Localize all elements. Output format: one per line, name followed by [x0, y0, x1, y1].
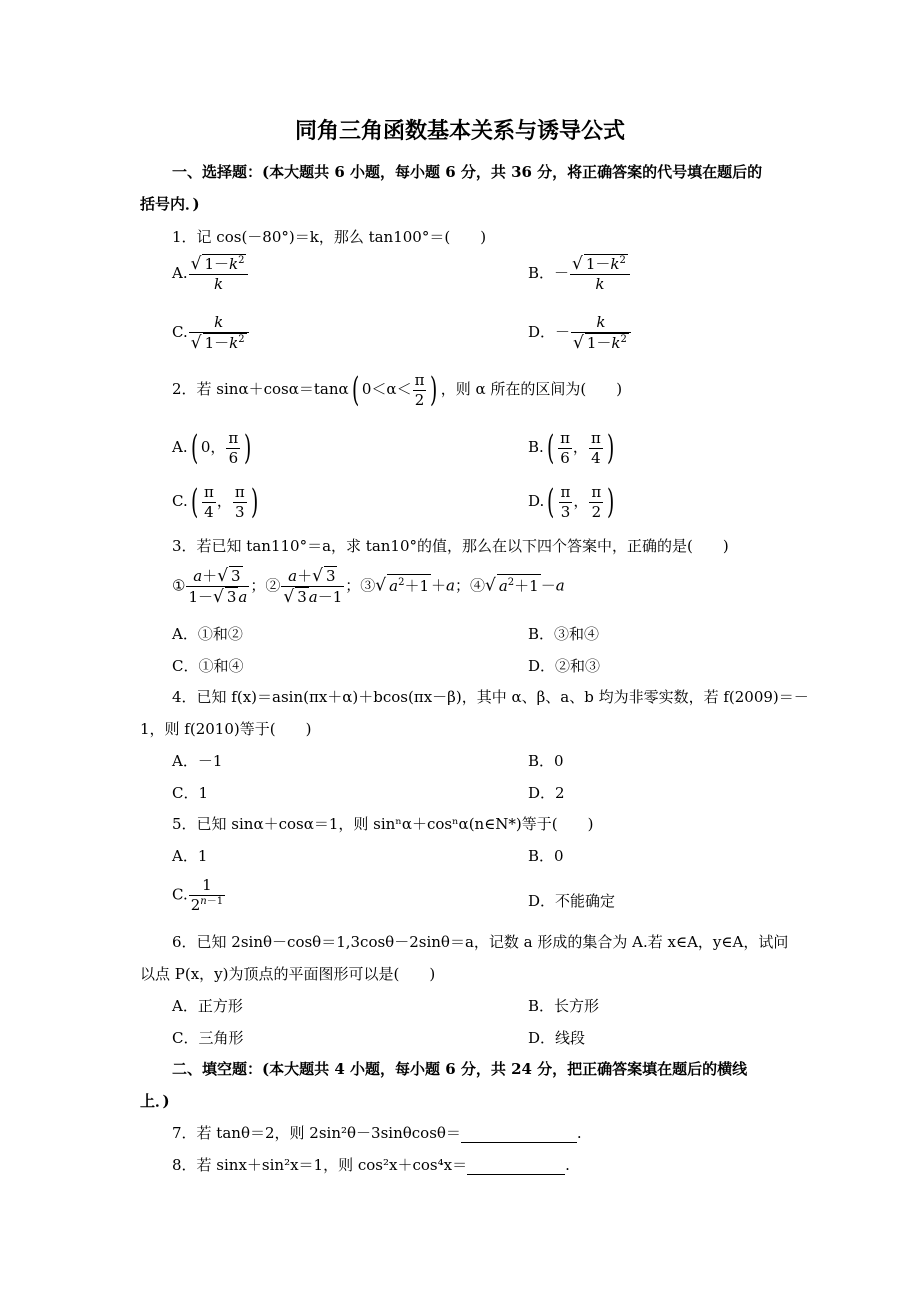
- question-6: 6．已知 2sinθ－cosθ＝1,3cosθ－2sinθ＝a，记数 a 形成的集合为 A.若 x∈A，y∈A，试问: [172, 933, 789, 951]
- q6-option-d: D．线段: [528, 1029, 586, 1047]
- q4-option-b: B．0: [528, 752, 564, 770]
- question-6-cont: 以点 P(x，y)为顶点的平面图形可以是( ): [140, 965, 436, 983]
- q6-option-c: C．三角形: [172, 1029, 244, 1047]
- q2-option-c: C.( $\frac{\pi}{4}$ ， $\frac{\pi}{3}$ ): [172, 482, 258, 522]
- q1-option-b: B．－ $\frac{√ 1-k^2}{k}$: [528, 254, 631, 294]
- question-7: 7．若 tanθ＝2，则 2sin²θ－3sinθcosθ＝ .: [172, 1124, 582, 1142]
- page-title: 同角三角函数基本关系与诱导公式: [294, 119, 625, 144]
- q6-option-b: B．长方形: [528, 997, 600, 1015]
- question-4-cont: 1，则 f(2010)等于( ): [140, 720, 312, 738]
- question-4: 4．已知 f(x)＝asin(πx＋α)＋bcos(πx－β)，其中 α、β、a、b 均为非零实数，若 f(2009)＝－: [172, 688, 809, 706]
- q2-option-d: D.( $\frac{\pi}{3}$ ， $\frac{\pi}{2}$ ): [528, 482, 615, 522]
- q1-option-d: D．－ $\frac{k}{√ 1-k^2}$: [528, 313, 632, 353]
- section-1-heading: 一、选择题：(本大题共 6 小题，每小题 6 分，共 36 分，将正确答案的代号填在题后的: [172, 163, 763, 181]
- q3-option-b: B．③和④: [528, 625, 600, 643]
- q3-option-a: A．①和②: [172, 625, 243, 643]
- q4-option-d: D．2: [528, 784, 565, 802]
- q7-answer-blank[interactable]: [461, 1124, 577, 1143]
- q3-option-c: C．①和④: [172, 657, 244, 675]
- q2-option-a: A.( 0， $\frac{\pi}{6}$ ): [172, 428, 252, 468]
- question-2: 2．若 sinα＋cosα＝tanα( 0＜α＜ $\frac{\pi}{2}$ ) ，则 α 所在的区间为( ): [172, 370, 623, 410]
- q8-answer-blank[interactable]: [467, 1156, 565, 1175]
- section-2-heading-cont: 上．): [140, 1092, 170, 1110]
- q4-option-a: A．－1: [172, 752, 223, 770]
- q4-option-c: C．1: [172, 784, 209, 802]
- section-2-heading: 二、填空题：(本大题共 4 小题，每小题 6 分，共 24 分，把正确答案填在题后的横线: [172, 1060, 748, 1078]
- q5-option-a: A．1: [172, 847, 208, 865]
- q3-candidates: ① $\frac{a+√ 3}{1-√ 3 a}$ ；② $\frac{a+√ 3}{√ 3 a-1}$ ；③√ $a^2+1 +a$；④√ $a^2+1 -a$: [172, 566, 565, 607]
- q5-option-b: B．0: [528, 847, 564, 865]
- question-5: 5．已知 sinα＋cosα＝1，则 sinⁿα＋cosⁿα(n∈N*)等于( ): [172, 815, 594, 833]
- q1-option-a: A. $\frac{√ 1-k^2}{k}$: [172, 254, 249, 294]
- q5-option-d: D．不能确定: [528, 892, 616, 910]
- section-1-heading-cont: 括号内．): [140, 195, 200, 213]
- q3-option-d: D．②和③: [528, 657, 601, 675]
- q2-option-b: B.( $\frac{\pi}{6}$ ， $\frac{\pi}{4}$ ): [528, 428, 615, 468]
- question-1: 1．记 cos(－80°)＝k，那么 tan100°＝( ): [172, 228, 487, 246]
- question-3: 3．若已知 tan110°＝a，求 tan10°的值，那么在以下四个答案中，正确的是( ): [172, 537, 729, 555]
- question-8: 8．若 sinx＋sin²x＝1，则 cos²x＋cos⁴x＝ .: [172, 1156, 570, 1174]
- q1-option-c: C. $\frac{k}{√ 1-k^2}$: [172, 313, 250, 353]
- q5-option-c: C. $\frac{1}{2^{n-1}}$: [172, 876, 224, 914]
- q6-option-a: A．正方形: [172, 997, 243, 1015]
